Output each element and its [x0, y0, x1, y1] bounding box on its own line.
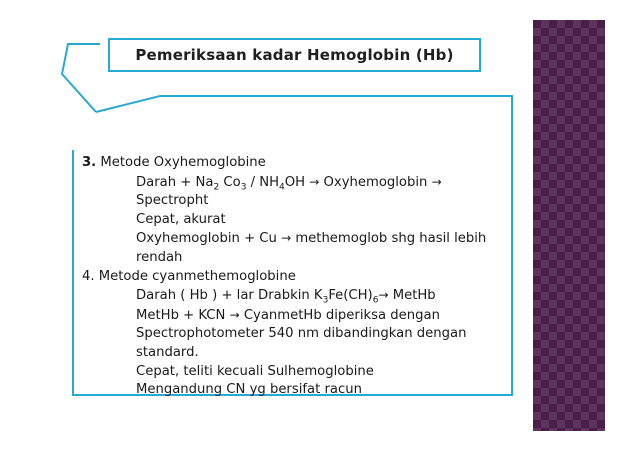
method-4-line-2: MetHb + KCN → CyanmetHb diperiksa dengan	[136, 307, 440, 323]
slide-title: Pemeriksaan kadar Hemoglobin (Hb)	[135, 46, 454, 64]
arrow-icon: →	[309, 174, 320, 189]
method-4-line-5: Cepat, teliti kecuali Sulhemoglobine	[136, 363, 374, 379]
method-3-heading: 3. Metode Oxyhemoglobine	[82, 155, 266, 170]
method-4-line-1: Darah ( Hb ) + lar Drabkin $K_3Fe(CH)_6\to$ MetHb	[136, 288, 436, 306]
method-3-line-1: Darah + $Na_2$ $Co_3 / NH_4OH$ → Oxyhemoglobin →	[136, 174, 442, 193]
title-box	[108, 38, 481, 72]
arrow-icon: →	[431, 174, 442, 189]
method-4-line-6: Mengandung CN yg bersifat racun	[136, 382, 362, 398]
method-3-line-4: Oxyhemoglobin + Cu → methemoglob shg hasil lebih	[136, 231, 487, 247]
method-4-line-4: standard.	[136, 344, 199, 360]
method-4-heading: 4. Metode cyanmethemoglobine	[82, 268, 296, 284]
arrow-icon: →	[281, 231, 292, 246]
arrow-icon: →	[378, 288, 389, 303]
method-3-line-5: rendah	[136, 249, 183, 265]
method-3-line-3: Cepat, akurat	[136, 211, 226, 227]
method-3-line-2: Spectropht	[136, 193, 209, 209]
slide-body	[82, 154, 522, 400]
arrow-icon: →	[229, 307, 240, 322]
method-4-line-3: Spectrophotometer 540 nm dibandingkan dengan	[136, 326, 467, 342]
